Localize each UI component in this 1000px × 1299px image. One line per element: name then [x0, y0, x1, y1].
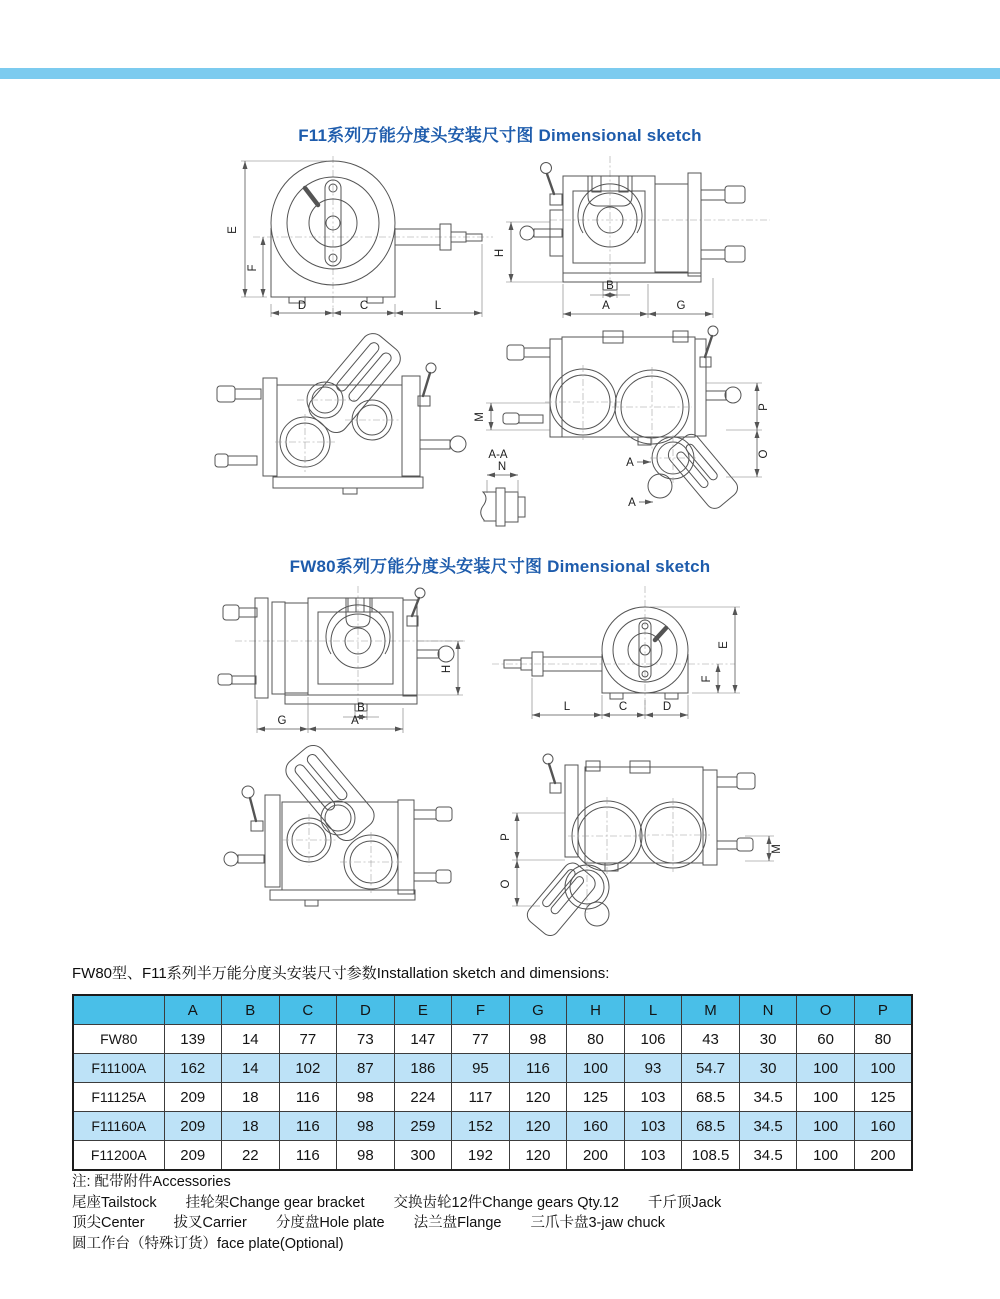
value-cell: 98	[337, 1112, 395, 1141]
dim-label-A: A	[351, 715, 359, 727]
change-gear-guard	[665, 431, 741, 512]
dimension-lines	[494, 222, 713, 318]
side-handle	[224, 852, 264, 866]
value-cell: 98	[509, 1025, 567, 1054]
dim-label-D: D	[297, 300, 307, 312]
dim-label-M: M	[771, 844, 783, 854]
side-handle	[520, 226, 562, 240]
f11-front-view-drawing	[480, 158, 800, 328]
value-cell: 93	[624, 1054, 682, 1083]
top-accent-bar	[0, 68, 1000, 79]
cut-arrow-label-2: A	[628, 497, 636, 509]
value-cell: 95	[452, 1054, 510, 1083]
dim-label-M: M	[474, 412, 486, 422]
change-gears	[550, 369, 694, 498]
table-caption: FW80型、F11系列半万能分度头安装尺寸参数Installation sketch and dimensions:	[72, 965, 610, 982]
model-cell: F11125A	[73, 1083, 164, 1112]
dimension-lines	[532, 607, 740, 719]
dimension-table	[72, 994, 913, 1171]
column-header-H: H	[567, 995, 625, 1025]
f11-rear-view-drawing	[215, 330, 480, 515]
dim-label-N: N	[497, 461, 507, 473]
value-cell: 116	[279, 1112, 337, 1141]
value-cell: 30	[739, 1054, 797, 1083]
column-header-N: N	[739, 995, 797, 1025]
value-cell: 125	[567, 1083, 625, 1112]
side-handle	[417, 646, 454, 662]
change-gears	[280, 382, 392, 467]
value-cell: 34.5	[739, 1112, 797, 1141]
value-cell: 300	[394, 1141, 452, 1171]
dim-label-L: L	[434, 300, 442, 312]
column-header-L: L	[624, 995, 682, 1025]
value-cell: 209	[164, 1083, 222, 1112]
value-cell: 100	[797, 1141, 855, 1171]
value-cell: 77	[452, 1025, 510, 1054]
value-cell: 116	[279, 1141, 337, 1171]
column-header-F: F	[452, 995, 510, 1025]
dim-label-G: G	[676, 300, 686, 312]
value-cell: 200	[854, 1141, 912, 1171]
value-cell: 102	[279, 1054, 337, 1083]
column-header-C: C	[279, 995, 337, 1025]
dimension-lines	[257, 641, 463, 733]
table-body	[73, 1025, 912, 1171]
value-cell: 120	[509, 1083, 567, 1112]
value-cell: 80	[567, 1025, 625, 1054]
value-cell: 192	[452, 1141, 510, 1171]
value-cell: 103	[624, 1112, 682, 1141]
value-cell: 120	[509, 1112, 567, 1141]
table-row-F11160A	[73, 1112, 912, 1141]
value-cell: 18	[222, 1112, 280, 1141]
dim-label-G: G	[277, 715, 287, 727]
model-column-header	[73, 995, 164, 1025]
value-cell: 18	[222, 1083, 280, 1112]
table-row-F11125A	[73, 1083, 912, 1112]
dimension-lines	[227, 161, 482, 317]
dim-label-F: F	[701, 675, 713, 683]
table-row-F11100A	[73, 1054, 912, 1083]
side-handle	[706, 387, 741, 403]
column-header-M: M	[682, 995, 740, 1025]
accessories-line-2: 顶尖Center 拔叉Carrier 分度盘Hole plate 法兰盘Flange 三爪卡盘3-jaw chuck	[72, 1215, 666, 1231]
value-cell: 100	[797, 1054, 855, 1083]
dim-label-D: D	[662, 701, 672, 713]
model-cell: F11160A	[73, 1112, 164, 1141]
dividing-head-body	[524, 754, 755, 939]
value-cell: 68.5	[682, 1083, 740, 1112]
fw80-front-view-drawing	[200, 588, 490, 738]
value-cell: 54.7	[682, 1054, 740, 1083]
f11-section-title: F11系列万能分度头安装尺寸图 Dimensional sketch	[298, 126, 702, 145]
dim-label-B: B	[606, 280, 614, 292]
dividing-head-body	[224, 741, 452, 906]
clamp-lever	[543, 754, 561, 793]
cut-arrow-label-1: A	[626, 457, 634, 469]
column-header-P: P	[854, 995, 912, 1025]
fw80-side-view-drawing	[490, 588, 780, 738]
value-cell: 209	[164, 1141, 222, 1171]
clamp-lever	[407, 588, 425, 626]
table-header-row	[73, 995, 912, 1025]
value-cell: 186	[394, 1054, 452, 1083]
value-cell: 160	[854, 1112, 912, 1141]
handwheel-bottom	[701, 246, 745, 262]
column-header-O: O	[797, 995, 855, 1025]
dividing-head-body	[504, 607, 688, 699]
dim-label-E: E	[718, 641, 730, 649]
value-cell: 30	[739, 1025, 797, 1054]
section-view	[481, 488, 525, 526]
value-cell: 147	[394, 1025, 452, 1054]
value-cell: 162	[164, 1054, 222, 1083]
dimension-table-section	[72, 962, 917, 1171]
value-cell: 60	[797, 1025, 855, 1054]
dividing-head-body	[215, 329, 466, 494]
dim-label-H: H	[441, 664, 453, 674]
column-header-E: E	[394, 995, 452, 1025]
clamp-lever	[242, 786, 263, 831]
value-cell: 73	[337, 1025, 395, 1054]
accessories-line-3: 圆工作台（特殊订货）face plate(Optional)	[72, 1235, 344, 1252]
dim-label-L: L	[563, 701, 571, 713]
change-gear-guard	[524, 859, 599, 939]
dim-label-H: H	[494, 248, 506, 258]
value-cell: 108.5	[682, 1141, 740, 1171]
dividing-head-body	[218, 588, 454, 711]
value-cell: 22	[222, 1141, 280, 1171]
value-cell: 116	[279, 1083, 337, 1112]
dim-label-P: P	[500, 833, 512, 841]
value-cell: 100	[854, 1054, 912, 1083]
value-cell: 103	[624, 1083, 682, 1112]
value-cell: 224	[394, 1083, 452, 1112]
value-cell: 77	[279, 1025, 337, 1054]
value-cell: 87	[337, 1054, 395, 1083]
clamp-lever	[655, 628, 666, 640]
value-cell: 43	[682, 1025, 740, 1054]
fw80-rear-dimension-drawing	[490, 745, 790, 945]
column-header-D: D	[337, 995, 395, 1025]
handwheel-top	[701, 186, 745, 203]
dim-label-B: B	[357, 702, 365, 714]
value-cell: 120	[509, 1141, 567, 1171]
accessories-notes	[72, 1172, 721, 1254]
dividing-head-body	[271, 161, 482, 303]
value-cell: 160	[567, 1112, 625, 1141]
column-header-A: A	[164, 995, 222, 1025]
accessories-note-title: 注: 配带附件Accessories	[72, 1174, 231, 1190]
side-handle	[717, 838, 753, 851]
value-cell: 14	[222, 1025, 280, 1054]
section-label: A-A	[488, 449, 508, 461]
table-header	[73, 995, 912, 1025]
side-handle	[420, 436, 466, 452]
value-cell: 139	[164, 1025, 222, 1054]
value-cell: 100	[797, 1112, 855, 1141]
clamp-lever	[541, 163, 563, 206]
clamp-lever	[305, 188, 318, 205]
value-cell: 259	[394, 1112, 452, 1141]
value-cell: 100	[797, 1083, 855, 1112]
value-cell: 117	[452, 1083, 510, 1112]
dim-label-E: E	[227, 226, 239, 234]
dividing-head-body	[520, 163, 745, 291]
fw80-section-title: FW80系列万能分度头安装尺寸图 Dimensional sketch	[289, 557, 711, 576]
model-cell: FW80	[73, 1025, 164, 1054]
clamp-lever	[418, 363, 436, 406]
dim-label-P: P	[758, 403, 770, 411]
accessories-line-1: 尾座Tailstock 挂轮架Change gear bracket 交换齿轮12件Change gears Qty.12 千斤顶Jack	[72, 1194, 722, 1211]
value-cell: 98	[337, 1083, 395, 1112]
dim-label-C: C	[359, 300, 369, 312]
column-header-B: B	[222, 995, 280, 1025]
value-cell: 200	[567, 1141, 625, 1171]
model-cell: F11100A	[73, 1054, 164, 1083]
value-cell: 125	[854, 1083, 912, 1112]
value-cell: 68.5	[682, 1112, 740, 1141]
table-row-FW80	[73, 1025, 912, 1054]
dim-label-O: O	[500, 879, 512, 889]
value-cell: 80	[854, 1025, 912, 1054]
value-cell: 34.5	[739, 1141, 797, 1171]
f11-rear-dimension-drawing	[470, 325, 790, 540]
value-cell: 14	[222, 1054, 280, 1083]
dividing-head-body	[481, 326, 741, 526]
clamp-lever	[700, 326, 718, 367]
value-cell: 98	[337, 1141, 395, 1171]
value-cell: 209	[164, 1112, 222, 1141]
f11-side-view-drawing	[215, 158, 500, 323]
value-cell: 103	[624, 1141, 682, 1171]
value-cell: 100	[567, 1054, 625, 1083]
dim-label-A: A	[602, 300, 610, 312]
change-gears	[287, 801, 398, 889]
column-header-G: G	[509, 995, 567, 1025]
table-row-F11200A	[73, 1141, 912, 1171]
fw80-rear-view-drawing	[210, 748, 490, 933]
model-cell: F11200A	[73, 1141, 164, 1171]
dim-label-F: F	[247, 264, 259, 272]
value-cell: 34.5	[739, 1083, 797, 1112]
value-cell: 116	[509, 1054, 567, 1083]
value-cell: 106	[624, 1025, 682, 1054]
dim-label-O: O	[758, 449, 770, 459]
dim-label-C: C	[618, 701, 628, 713]
value-cell: 152	[452, 1112, 510, 1141]
